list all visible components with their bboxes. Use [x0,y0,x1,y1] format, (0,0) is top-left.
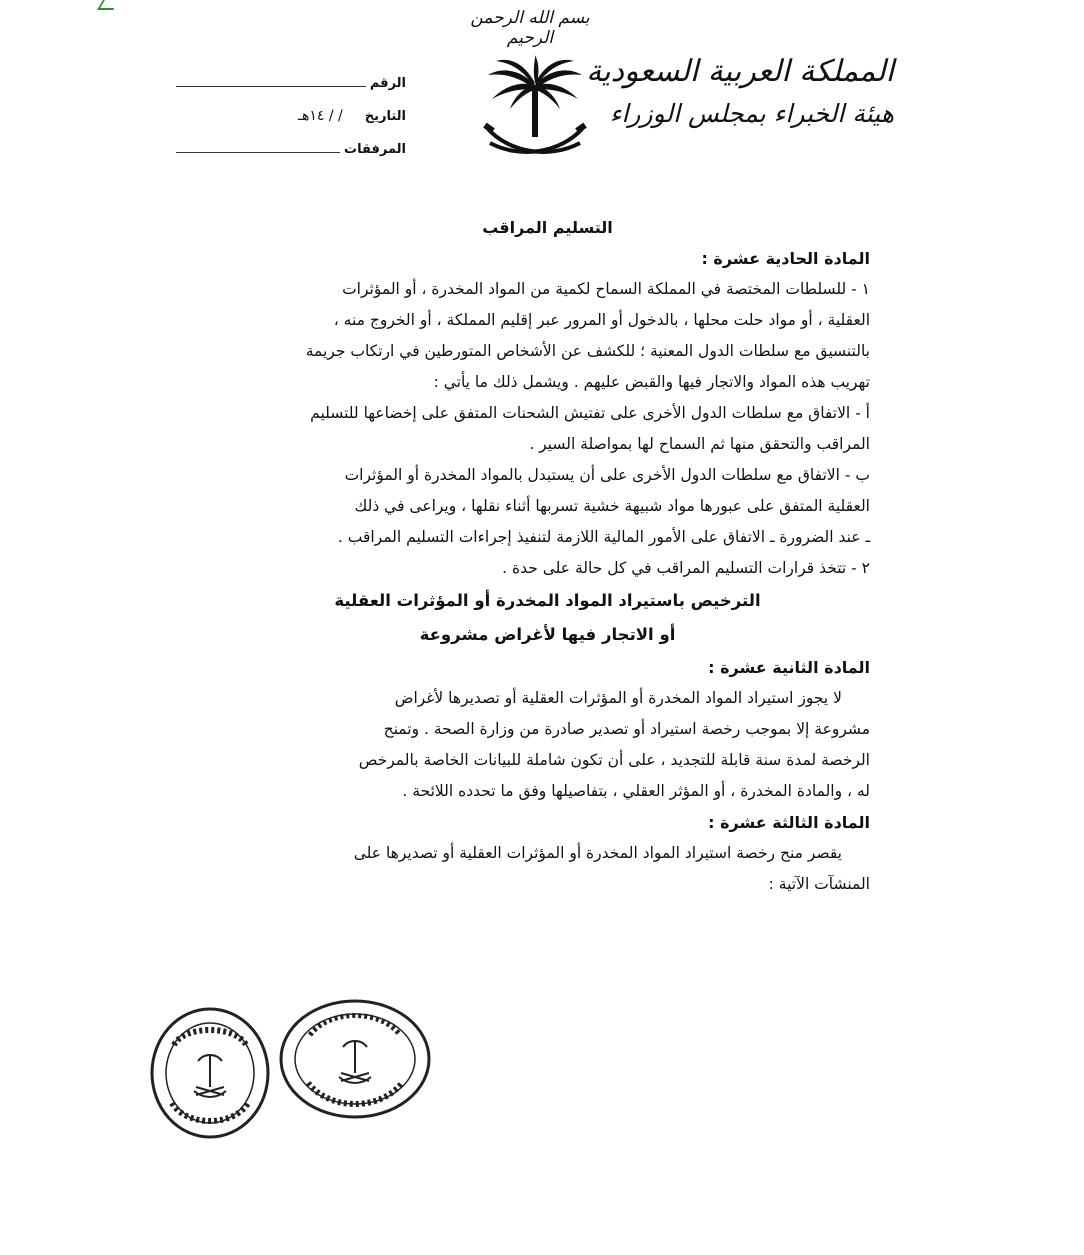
ref-number-row [176,58,406,91]
corner-mark [97,0,119,10]
article-11-line: بالتنسيق مع سلطات الدول المعنية ؛ للكشف عن الأشخاص المتورطين في ارتكاب جريمة [305,342,870,360]
basmala: بسم الله الرحمن الرحيم [470,8,590,48]
palm-and-swords-emblem-icon [480,55,590,170]
article-11-line: ـ عند الضرورة ـ الاتفاق على الأمور المالية اللازمة لتنفيذ إجراءات التسليم المراقب . [337,528,870,546]
commission-name: هيئة الخبراء بمجلس الوزراء [609,99,894,128]
article-12-line: له ، والمادة المخدرة ، أو المؤثر العقلي ، بتفاصيلها وفق ما تحدده اللائحة . [402,782,870,800]
document-body [225,212,870,900]
letterhead [586,52,894,134]
kingdom-name: المملكة العربية السعودية [586,54,894,89]
section-2-title-line-2: أو الاتجار فيها لأغراض مشروعة [419,625,676,644]
article-12-line: مشروعة إلا بموجب رخصة استيراد أو تصدير صادرة من وزارة الصحة . وتمنح [383,720,870,738]
article-11-heading: المادة الحادية عشرة : [701,249,870,268]
official-seals [140,995,440,1145]
attachments-label: المرفقات [344,142,406,157]
article-12-heading: المادة الثانية عشرة : [708,658,870,677]
article-13-heading: المادة الثالثة عشرة : [708,813,870,832]
ref-number-label: الرقم [369,76,406,91]
attachments-line [176,140,340,153]
official-seal-icon [281,1001,429,1117]
article-11-line: العقلية ، أو مواد حلت محلها ، بالدخول أو المرور عبر إقليم المملكة ، أو الخروج منه ، [333,311,870,329]
attachments-row [176,124,406,157]
article-11-line: ب - الاتفاق مع سلطات الدول الأخرى على أن يستبدل بالمواد المخدرة أو المؤثرات [344,466,870,484]
article-13-line: المنشآت الآتية : [768,875,870,893]
article-11-line: المراقب والتحقق منها ثم السماح لها بمواصلة السير . [529,435,870,453]
article-11-line: ٢ - تتخذ قرارات التسليم المراقب في كل حالة على حدة . [502,559,870,577]
section-2-title-line-1: الترخيص باستيراد المواد المخدرة أو المؤثرات العقلية [334,591,761,610]
reference-block [176,58,406,157]
date-row [176,91,406,124]
article-11-line: العقلية المتفق على عبورها مواد شبيهة خشية تسربها أثناء نقلها ، ويراعى في ذلك [354,497,870,515]
section-title: التسليم المراقب [482,218,613,237]
date-value: / / ١٤هـ [297,108,343,124]
ref-number-line [176,74,366,87]
article-11-line: ١ - للسلطات المختصة في المملكة السماح لكمية من المواد المخدرة ، أو المؤثرات [342,280,870,298]
article-12-line: الرخصة لمدة سنة قابلة للتجديد ، على أن تكون شاملة للبيانات الخاصة بالمرخص [358,751,870,769]
article-13-line: يقصر منح رخصة استيراد المواد المخدرة أو المؤثرات العقلية أو تصديرها على [353,844,842,862]
article-11-line: أ - الاتفاق مع سلطات الدول الأخرى على تفتيش الشحنات المتفق على إخضاعها للتسليم [310,404,870,422]
official-seal-icon [152,1009,268,1137]
article-12-line: لا يجوز استيراد المواد المخدرة أو المؤثرات العقلية أو تصديرها لأغراض [394,689,842,707]
date-label: التاريخ [364,109,406,124]
article-11-line: تهريب هذه المواد والاتجار فيها والقبض عليهم . ويشمل ذلك ما يأتي : [433,373,870,391]
